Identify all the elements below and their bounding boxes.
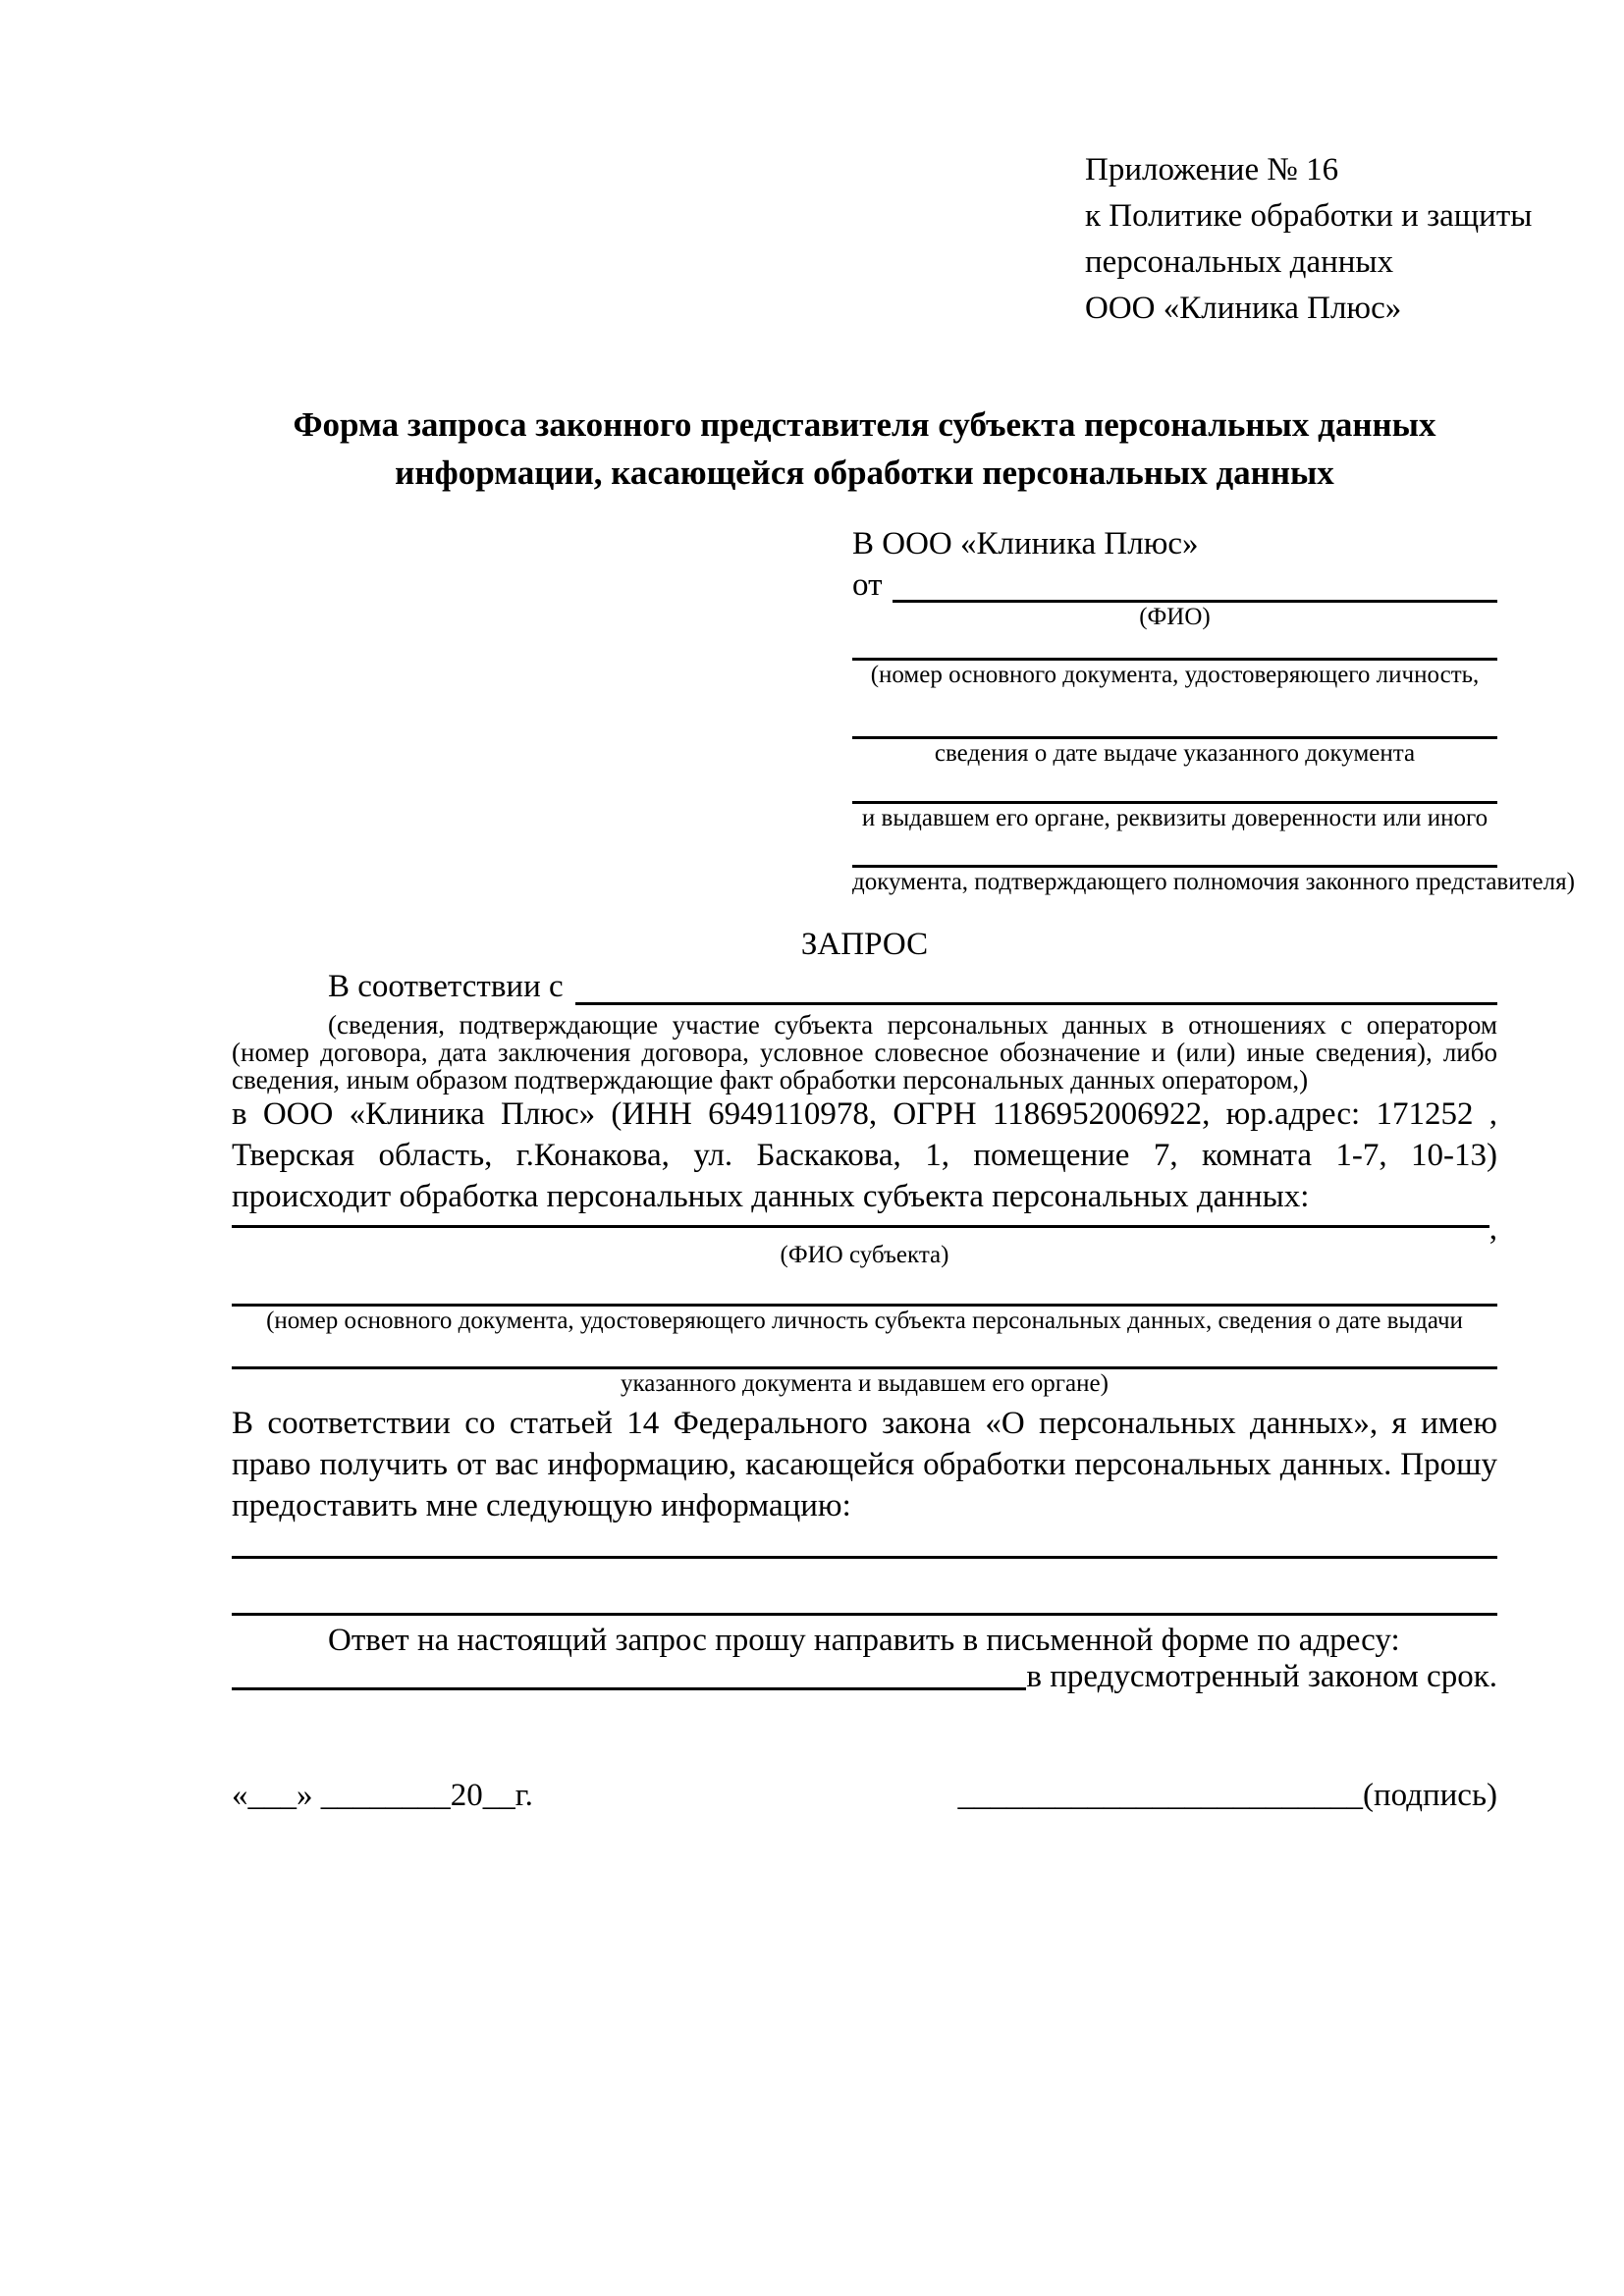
fio-caption: (ФИО) [1139,604,1211,630]
addressee-org: В ООО «Клиника Плюс» [852,526,1199,561]
subject-issuer-blank-field[interactable] [232,1340,1497,1369]
form-title-line1: Форма запроса законного представителя субъекта персональных данных [293,405,1436,444]
from-name-blank-field[interactable] [893,567,1498,603]
appendix-policy-line: к Политике обработки и защиты [1085,198,1533,234]
date-blank-field[interactable]: «___» ________20__г. [232,1778,533,1813]
operator-paragraph: в ООО «Клиника Плюс» (ИНН 6949110978, ОГРН 1186952006922, юр.адрес: 171252 , Тверская область, г.Конакова, ул. Баскакова, 1, помещение 7, комната 1-7, 10-13) происходит обработка персональных данных субъекта персональных данных: [232,1096,1497,1214]
requested-info-blank-field-1[interactable] [232,1556,1497,1559]
accordance-label: В соответствии с [328,969,564,1004]
addressee-block [852,520,1575,901]
appendix-org-name: ООО «Клиника Плюс» [1085,291,1402,326]
signature-blank-field[interactable]: _________________________ [957,1778,1363,1813]
subject-fio-caption: (ФИО субъекта) [780,1242,949,1268]
signature-caption: (подпись) [1363,1778,1497,1813]
reply-tail: в предусмотренный законом срок. [1026,1659,1497,1694]
appendix-number: Приложение № 16 [1085,152,1339,187]
document-number-caption: (номер основного документа, удостоверяющего личность, [870,662,1480,688]
subject-document-caption: (номер основного документа, удостоверяющего личность субъекта персональных данных, сведения о дате выдачи [266,1308,1463,1334]
appendix-policy-line2: персональных данных [1085,244,1394,280]
issue-date-caption: сведения о дате выдаче указанного документа [934,740,1416,767]
subject-issuer-caption: указанного документа и выдавшем его органе) [621,1370,1109,1397]
footer-row [232,1775,1497,1816]
accordance-note: (сведения, подтверждающие участие субъекта персональных данных в отношениях с оператором (номер договора, дата заключения договора, условное словесное обозначение и (или) иные сведения), либо сведения, иным образом подтверждающие факт обработки персональных данных оператором,) [232,1010,1497,1095]
from-row [852,567,1497,603]
subject-document-blank-field[interactable] [232,1274,1497,1307]
subject-issuer-row [232,1340,1497,1369]
appendix-header [1085,147,1532,332]
reply-address-blank-field[interactable] [232,1661,1026,1690]
subject-document-row [232,1274,1497,1307]
accordance-blank-field[interactable] [575,967,1497,1005]
form-title [232,400,1497,497]
subject-fio-comma: , [1489,1211,1497,1247]
law-paragraph: В соответствии со статьей 14 Федерального закона «О персональных данных», я имею право получить от вас информацию, касающейся обработки персональных данных. Прошу предоставить мне следующую информацию: [232,1406,1497,1523]
from-label: от [852,567,883,603]
authority-document-caption: документа, подтверждающего полномочия законного представителя) [852,869,1575,895]
subject-fio-blank-field[interactable] [232,1217,1489,1228]
reply-address-row [232,1661,1497,1692]
signature-area [958,1775,1498,1816]
accordance-row [232,968,1497,1005]
request-body [232,923,1497,1816]
reply-sentence: Ответ на настоящий запрос прошу направить в письменной форме по адресу: [328,1623,1400,1658]
requested-info-blank-field-2[interactable] [232,1613,1497,1616]
form-title-line2: информации, касающейся обработки персональных данных [395,454,1334,492]
request-heading: ЗАПРОС [800,927,929,962]
subject-fio-row [232,1211,1497,1247]
issuing-authority-caption: и выдавшем его органе, реквизиты доверенности или иного [861,805,1489,831]
